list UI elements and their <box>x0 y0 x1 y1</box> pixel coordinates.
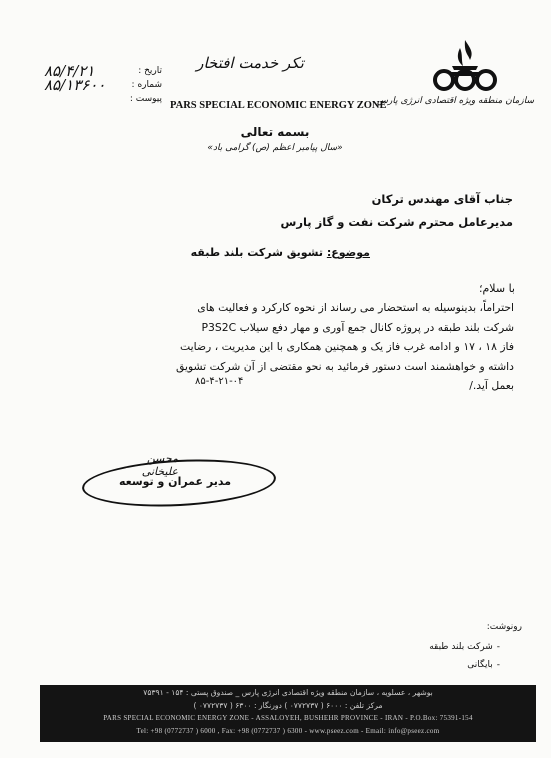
organization-name: سازمان منطقه ویژه اقتصادی انرژی پارس <box>377 96 534 106</box>
number-row <box>44 78 162 92</box>
year-slogan: «سال پیامبر اعظم (ص) گرامی باد» <box>207 143 343 153</box>
cc-label: رونوشت: <box>486 622 522 632</box>
subject-line <box>180 246 370 259</box>
body-line: بعمل آید./ <box>469 379 514 392</box>
number-value: ۸۵/۱۳۶۰۰ <box>44 76 106 94</box>
body-line: احتراماً، بدینوسیله به استحضار می رساند از نحوه کارکرد و فعالیت های <box>197 301 514 314</box>
body-line: شرکت بلند طبقه در پروژه کانال جمع آوری و مهار دفع سیلاب P3S2C <box>201 320 514 334</box>
signatory-title: مدیر عمران و توسعه <box>118 475 232 488</box>
cc-list <box>400 638 500 674</box>
cc-item <box>400 656 500 674</box>
footer-contact-en: Tel: +98 (0772737 ) 6000 , Fax: +98 (0772737 ) 6300 - www.pseez.com - Email: info@pseez.com <box>136 726 440 735</box>
date-value: ۸۵/۴/۲۱ <box>44 62 95 80</box>
letter-meta <box>44 64 162 106</box>
basmala: بسمه تعالی <box>240 125 310 139</box>
cc-item <box>400 638 500 656</box>
footer-address-en: PARS SPECIAL ECONOMIC ENERGY ZONE - ASSALOYEH, BUSHEHR PROVINCE - IRAN - P.O.Box: 75391-154 <box>103 714 473 722</box>
date-label: تاریخ : <box>138 66 162 76</box>
number-label: شماره : <box>131 80 162 90</box>
attachment-row <box>44 92 162 106</box>
pars-flame-logo <box>430 36 500 96</box>
cc-item-text: شرکت بلند طبقه <box>429 642 493 652</box>
signatory-name: محسن علیخانی <box>141 452 178 478</box>
subject-label: موضوع: <box>326 246 370 259</box>
bullet-icon: - <box>496 660 500 670</box>
zone-title: PARS SPECIAL ECONOMIC ENERGY ZONE <box>170 100 387 111</box>
reference-code: ۸۵-۴-۲۱-۰۴ <box>195 376 244 387</box>
body-line: فاز ۱۸ ، ۱۷ و ادامه غرب فاز یک و همچنین همکاری با این مدیریت ، رضایت <box>179 340 514 353</box>
greeting: با سلام؛ <box>479 282 515 295</box>
recipient-title: مدیرعامل محترم شرکت نفت و گاز پارس <box>280 215 513 229</box>
footer-address-fa: بوشهر ، عسلویه ، سازمان منطقه ویژه اقتصادی انرژی پارس _ صندوق پستی : ۱۵۴ - ۷۵۳۹۱ <box>143 688 433 697</box>
cc-item-text: بایگانی <box>467 660 493 670</box>
footer-phone-fa: مرکز تلفن : ۶۰۰۰ ( ۰۷۷۲۷۳۷ ) دورنگار : ۶۳۰۰ ( ۰۷۷۲۷۳۷ ) <box>193 700 383 710</box>
recipient-name: جناب آقای مهندس ترکان <box>371 192 513 206</box>
attachment-label: پیوست : <box>129 94 162 104</box>
letter-body <box>62 298 514 396</box>
handwritten-title: تکر خدمت افتخار <box>196 54 304 72</box>
body-line: داشته و خواهشمند است دستور فرمائید به نحو مقتضی از آن شرکت تشویق <box>175 359 514 373</box>
subject-text: تشویق شرکت بلند طبقه <box>190 246 323 259</box>
bullet-icon: - <box>496 642 500 652</box>
letterhead-footer <box>40 685 536 742</box>
